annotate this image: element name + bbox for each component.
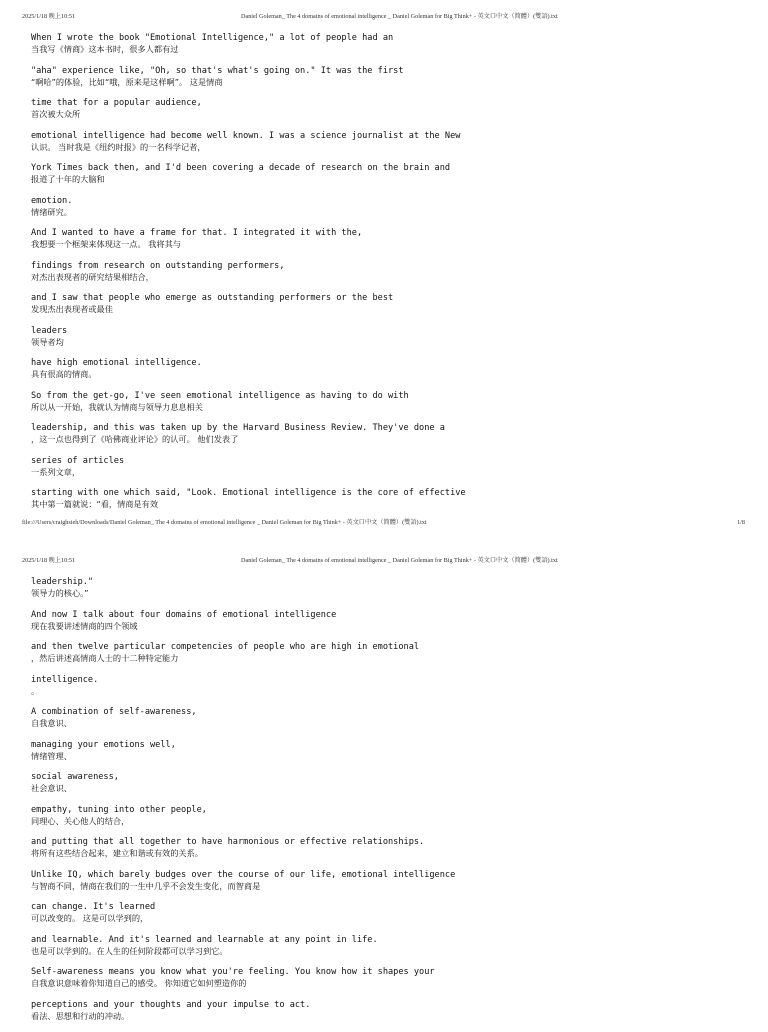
- chinese-text: 将所有这些结合起来，建立和谐或有效的关系。: [31, 848, 203, 858]
- chinese-text: 认识。 当时我是《纽约时报》的一名科学记者，: [31, 141, 206, 152]
- chinese-text: 同理心、关心他人的结合，: [31, 815, 130, 826]
- chinese-text: 也是可以学到的。在人生的任何阶段都可以学习到它。: [31, 945, 228, 956]
- page-header-title: Daniel Goleman_ The 4 domains of emotional intelligence _ Daniel Goleman for Big Think+ - 英文口中文（简體）(雙語).txt: [241, 13, 558, 20]
- english-text: time that for a popular audience,: [31, 98, 202, 108]
- english-text: findings from research on outstanding performers,: [31, 260, 285, 271]
- english-text: intelligence.: [31, 674, 99, 685]
- chinese-text: 与智商不同，情商在我们的一生中几乎不会发生变化，而智商是: [31, 880, 261, 891]
- english-text: leadership, and this was taken up by the Harvard Business Review. They've done a: [31, 423, 445, 433]
- chinese-text: 情绪研究。: [31, 206, 72, 217]
- chinese-text: 首次被大众所: [31, 109, 81, 119]
- chinese-text: 报道了十年的大脑和: [31, 174, 105, 184]
- chinese-text: 当我写《情商》这本书时，很多人都有过: [31, 44, 179, 54]
- chinese-text: 看法、思想和行动的冲动。: [31, 1010, 130, 1021]
- english-text: starting with one which said, "Look. Emotional intelligence is the core of effective: [31, 488, 466, 498]
- page-header-date: 2025/1/18 晚上10:51: [22, 13, 76, 20]
- english-text: managing your emotions well,: [31, 739, 176, 750]
- chinese-text: 具有很高的情商。: [31, 369, 97, 379]
- page-number: 1/8: [737, 519, 745, 526]
- english-text: emotional intelligence had become well known. I was a science journalist at the New: [31, 130, 461, 141]
- chinese-text: 。: [31, 685, 40, 696]
- chinese-text: 情绪管理、: [31, 750, 72, 761]
- english-text: Self-awareness means you know what you're feeling. You know how it shapes your: [31, 967, 435, 977]
- chinese-text: “啊哈”的体验，比如“哦，原来是这样啊”。 这是情商: [31, 76, 223, 87]
- english-text: perceptions and your thoughts and your impulse to act.: [31, 999, 311, 1010]
- english-text: And I wanted to have a frame for that. I integrated it with the,: [31, 228, 363, 238]
- chinese-text: 其中第一篇就说：“看，情商是有效: [31, 499, 159, 509]
- document-page-2: [0, 548, 768, 1024]
- chinese-text: 领导者均: [31, 336, 64, 347]
- english-text: emotion.: [31, 195, 73, 206]
- english-text: series of articles: [31, 455, 125, 466]
- chinese-text: 所以从一开始，我就认为情商与领导力息息相关: [31, 401, 203, 412]
- chinese-text: ，这一点也得到了《哈佛商业评论》的认可。 他们发表了: [31, 434, 239, 444]
- english-text: So from the get-go, I've seen emotional intelligence as having to do with: [31, 390, 409, 401]
- english-text: and I saw that people who emerge as outstanding performers or the best: [31, 293, 394, 303]
- english-text: leadership.": [31, 577, 94, 587]
- english-text: leaders: [31, 325, 68, 336]
- chinese-text: 可以改变的。 这是可以学到的，: [31, 913, 149, 923]
- chinese-text: 我想要一个框架来体现这一点。 我将其与: [31, 239, 181, 249]
- english-text: Unlike IQ, which barely budges over the course of our life, emotional intelligence: [31, 869, 456, 880]
- english-text: and putting that all together to have harmonious or effective relationships.: [31, 837, 425, 847]
- english-text: and then twelve particular competencies of people who are high in emotional: [31, 642, 420, 652]
- english-text: can change. It's learned: [31, 902, 156, 912]
- chinese-text: 对杰出表现者的研究结果相结合，: [31, 271, 154, 282]
- english-text: York Times back then, and I'd been covering a decade of research on the brain and: [31, 163, 451, 173]
- chinese-text: 自我意识意味着你知道自己的感受。 你知道它如何塑造你的: [31, 978, 247, 988]
- chinese-text: 发现杰出表现者或最佳: [31, 304, 113, 314]
- english-text: empathy, tuning into other people,: [31, 804, 207, 815]
- chinese-text: ，然后讲述高情商人士的十二种特定能力: [31, 653, 179, 663]
- english-text: And now I talk about four domains of emotional intelligence: [31, 609, 337, 620]
- english-text: and learnable. And it's learned and learnable at any point in life.: [31, 934, 378, 945]
- chinese-text: 社会意识、: [31, 783, 72, 793]
- chinese-text: 一系列文章，: [31, 466, 81, 477]
- chinese-text: 自我意识、: [31, 718, 72, 728]
- chinese-text: 领导力的核心。”: [31, 588, 89, 598]
- page-header-title: Daniel Goleman_ The 4 domains of emotional intelligence _ Daniel Goleman for Big Think+ - 英文口中文（简體）(雙語).txt: [241, 557, 558, 564]
- english-text: When I wrote the book "Emotional Intelligence," a lot of people had an: [31, 33, 394, 43]
- page-separator: [0, 532, 768, 548]
- page-header-date: 2025/1/18 晚上10:51: [22, 557, 76, 564]
- english-text: have high emotional intelligence.: [31, 358, 202, 368]
- chinese-text: 现在我要讲述情商的四个领域: [31, 620, 138, 631]
- english-text: A combination of self-awareness,: [31, 707, 197, 717]
- page-footer-path: file:///Users/craighsieh/Downloads/Daniel Goleman_ The 4 domains of emotional intelligence _ Daniel Goleman for Big Think+ - 英文口中文（简體）(雙語).txt: [22, 519, 427, 526]
- english-text: "aha" experience like, "Oh, so that's what's going on." It was the first: [31, 65, 404, 76]
- english-text: social awareness,: [31, 772, 119, 782]
